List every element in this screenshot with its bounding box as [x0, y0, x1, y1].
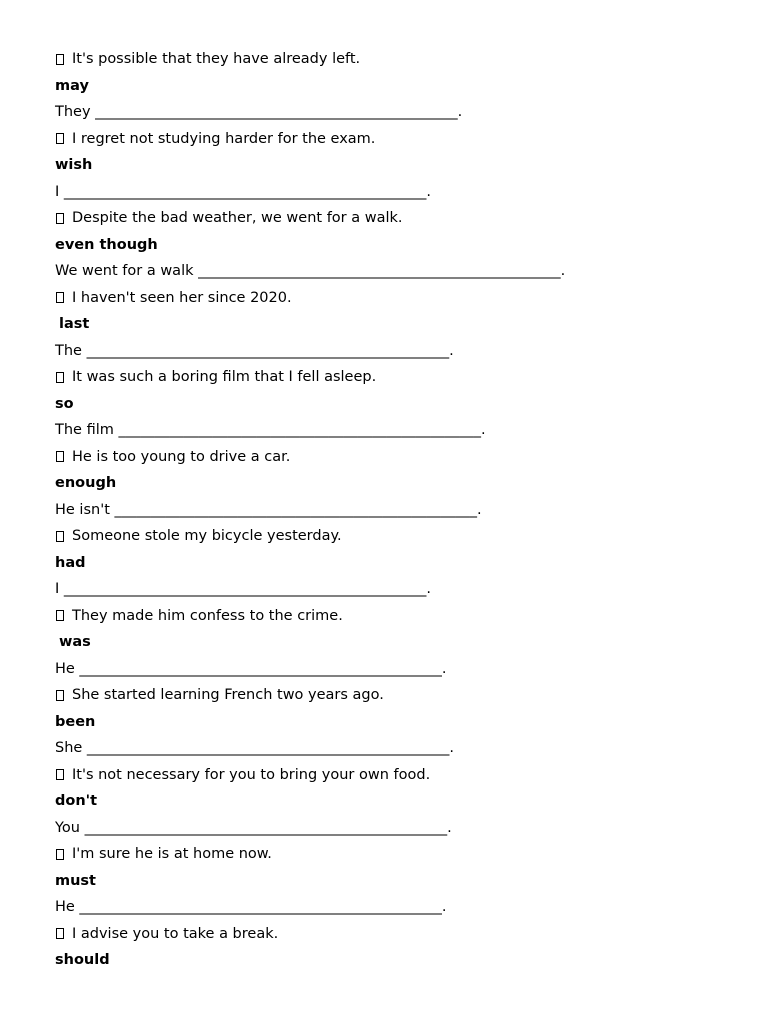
keyword: last: [59, 316, 90, 332]
answer-line: He isn't __________________________________________________.: [55, 501, 482, 518]
keyword: may: [55, 77, 89, 94]
keyword: so: [55, 395, 74, 412]
exercise-sentence: [55, 364, 735, 391]
list-marker-icon: [56, 54, 64, 65]
exercise-sentence: [55, 762, 735, 789]
answer-line: The __________________________________________________.: [55, 342, 454, 359]
list-marker-icon: [56, 690, 64, 701]
list-marker-icon: [56, 292, 64, 303]
keyword: had: [55, 554, 86, 571]
answer-line: The film __________________________________________________.: [55, 422, 486, 438]
exercise-sentence: [55, 46, 735, 73]
keyword: should: [55, 952, 110, 968]
list-marker-icon: [56, 769, 64, 780]
sentence-text: I advise you to take a break.: [72, 925, 279, 942]
sentence-text: I'm sure he is at home now.: [72, 846, 272, 862]
answer-line: We went for a walk __________________________________________________.: [55, 263, 566, 279]
exercise-sentence: [55, 205, 735, 232]
keyword: even though: [55, 236, 158, 253]
list-marker-icon: [56, 610, 64, 621]
exercise-sentence: [55, 841, 735, 868]
exercise-sentence: [55, 682, 735, 709]
keyword: wish: [55, 157, 93, 173]
sentence-text: Despite the bad weather, we went for a walk.: [72, 210, 403, 226]
sentence-text: It's possible that they have already left.: [72, 51, 361, 67]
exercise-sentence: [55, 921, 735, 948]
sentence-text: He is too young to drive a car.: [72, 448, 291, 465]
list-marker-icon: [56, 531, 64, 542]
exercise-sentence: [55, 285, 735, 312]
answer-line: I __________________________________________________.: [55, 581, 431, 597]
keyword: must: [55, 872, 96, 889]
list-marker-icon: [56, 928, 64, 939]
sentence-text: They made him confess to the crime.: [72, 607, 343, 624]
list-marker-icon: [56, 133, 64, 144]
answer-line: He __________________________________________________.: [55, 660, 447, 677]
exercise-sentence: [55, 444, 735, 471]
sentence-text: I regret not studying harder for the exam.: [72, 130, 376, 147]
answer-line: I __________________________________________________.: [55, 183, 431, 200]
keyword: been: [55, 713, 96, 730]
answer-line: They __________________________________________________.: [55, 104, 463, 120]
answer-line: He __________________________________________________.: [55, 899, 447, 915]
answer-line: She __________________________________________________.: [55, 740, 455, 756]
exercise-sentence: [55, 126, 735, 153]
keyword: don't: [55, 793, 98, 809]
sentence-text: It was such a boring film that I fell asleep.: [72, 369, 377, 385]
list-marker-icon: [56, 213, 64, 224]
worksheet: [55, 46, 735, 974]
sentence-text: She started learning French two years ago.: [72, 687, 384, 703]
keyword: was: [59, 634, 91, 650]
sentence-text: It's not necessary for you to bring your own food.: [72, 766, 431, 783]
sentence-text: I haven't seen her since 2020.: [72, 289, 292, 306]
list-marker-icon: [56, 451, 64, 462]
sentence-text: Someone stole my bicycle yesterday.: [72, 528, 342, 544]
answer-line: You __________________________________________________.: [55, 819, 452, 836]
exercise-sentence: [55, 603, 735, 630]
exercise-sentence: [55, 523, 735, 550]
keyword: enough: [55, 475, 117, 491]
list-marker-icon: [56, 849, 64, 860]
list-marker-icon: [56, 372, 64, 383]
